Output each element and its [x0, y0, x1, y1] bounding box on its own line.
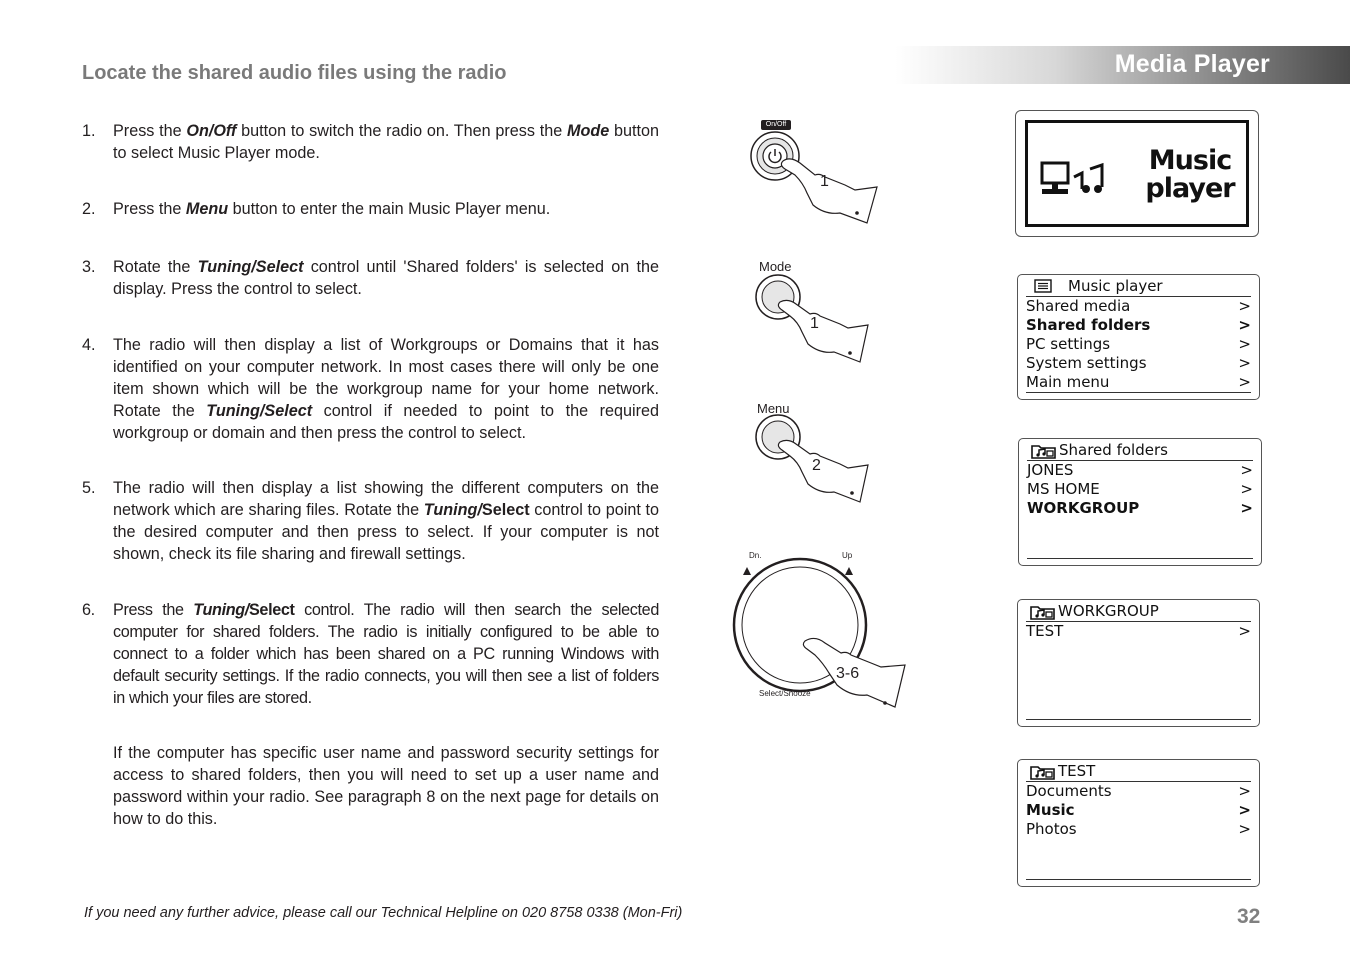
step-text-run: If the computer has specific user name and password security settings for access to shared folders, then you will need to set up a user name and password within your radio. See paragraph 8 on the next page for details on how to do this. [113, 744, 659, 828]
screen-bottom-rule [1026, 879, 1251, 880]
chevron-right-icon: > [1238, 801, 1251, 819]
step-emphasis: Tuning/ [193, 601, 249, 619]
step-number: 6. [82, 601, 95, 619]
screen-bottom-rule [1026, 392, 1251, 393]
menu-row[interactable] [1026, 316, 1251, 335]
instruction-step [82, 742, 659, 830]
step-number: 4. [82, 336, 96, 354]
mode-step-number: 1 [810, 315, 819, 332]
menu-row-label: Photos [1026, 820, 1077, 838]
menu-row-label: MS HOME [1027, 480, 1100, 498]
screen-title-bar [1027, 441, 1253, 461]
step-text-run: button to select Music Player mode. [113, 122, 659, 162]
chevron-right-icon: > [1238, 373, 1251, 391]
tuning-select-dial-illustration [725, 545, 915, 720]
splash-line-2: player [1145, 173, 1235, 204]
music-player-splash-screen [1015, 110, 1259, 237]
step-number: 1. [82, 122, 96, 140]
menu-row[interactable] [1026, 297, 1251, 316]
step-emphasis: Menu [185, 200, 229, 218]
step-text-run: The radio will then display a list showing the different computers on the network which are sharing files. Rotate the [113, 479, 659, 519]
step-emphasis: Select [481, 501, 530, 519]
screen-title-bar [1026, 277, 1251, 297]
screen-title-bar [1026, 762, 1251, 782]
menu-row[interactable] [1026, 622, 1251, 641]
splash-screen-text [1140, 147, 1240, 203]
instruction-step [82, 120, 659, 164]
step-text-run: control until 'Shared folders' is selected on the display. Press the control to select. [113, 258, 659, 298]
chevron-right-icon: > [1238, 335, 1251, 353]
step-number: 5. [82, 479, 96, 497]
page-title: Media Player [1114, 50, 1270, 78]
menu-row[interactable] [1026, 801, 1251, 820]
instruction-step [82, 477, 659, 565]
onoff-button-illustration [745, 125, 890, 230]
menu-row[interactable] [1027, 480, 1253, 499]
dial-select-label: Select/Snooze [759, 689, 811, 698]
onoff-button-label: On/Off [761, 120, 791, 130]
instruction-step [82, 334, 659, 444]
step-text [113, 744, 659, 828]
menu-row[interactable] [1027, 499, 1253, 518]
chevron-right-icon: > [1238, 316, 1251, 334]
screen-title: TEST [1058, 762, 1096, 780]
step-text [113, 258, 659, 298]
onoff-step-number: 1 [820, 173, 829, 190]
mode-button-label: Mode [759, 259, 792, 274]
menu-row-label: Main menu [1026, 373, 1110, 391]
step-text-run: button to enter the main Music Player menu. [228, 200, 551, 218]
menu-step-number: 2 [812, 457, 821, 474]
step-text-run: Rotate the [113, 258, 198, 276]
step-emphasis: Select [248, 601, 295, 619]
step-emphasis: Tuning/ [423, 501, 482, 519]
step-number: 2. [82, 200, 96, 218]
menu-row-label: Shared folders [1026, 316, 1151, 334]
pc-music-icon [1040, 159, 1118, 203]
step-text [113, 479, 659, 563]
step-text-run: button to switch the radio on. Then press the [236, 122, 567, 140]
menu-row[interactable] [1026, 373, 1251, 392]
menu-row-label: Documents [1026, 782, 1112, 800]
step-text-run: control if needed to point to the required workgroup or domain and then press the control to select. [113, 402, 659, 442]
menu-row-label: PC settings [1026, 335, 1111, 353]
menu-row-label: TEST [1026, 622, 1064, 640]
step-text-run: Press the [113, 200, 186, 218]
helpline-note: If you need any further advice, please call our Technical Helpline on 020 8758 0338 (Mon-Fri) [84, 905, 683, 921]
page-number: 32 [1237, 905, 1261, 928]
menu-row-label: System settings [1026, 354, 1147, 372]
step-text [113, 336, 659, 442]
step-emphasis: Mode [566, 122, 610, 140]
chevron-right-icon: > [1238, 354, 1251, 372]
shared-folders-screen [1018, 438, 1262, 566]
step-text [113, 200, 550, 218]
menu-row[interactable] [1026, 820, 1251, 839]
step-text [113, 601, 659, 707]
menu-row-label: Music [1026, 801, 1075, 819]
dial-up-label: Up [842, 551, 853, 560]
instruction-step [82, 198, 659, 220]
chevron-right-icon: > [1240, 480, 1253, 498]
menu-row[interactable] [1026, 782, 1251, 801]
menu-list-icon [1034, 279, 1052, 298]
instruction-step [82, 599, 659, 709]
step-text-run: control. The radio will then search the selected computer for shared folders. The radio is initially configured to be able to connect to a folder which has been shared on a PC running Windows with default security settings. If the radio connects, you will then see a list of folders in which your files are stored. [113, 601, 659, 707]
dial-step-number: 3-6 [836, 665, 860, 682]
step-text-run: Press the [113, 122, 187, 140]
menu-row-label: JONES [1027, 461, 1074, 479]
step-text-run: The radio will then display a list of Workgroups or Domains that it has identified on your computer network. In most cases there will only be one item shown which will be the workgroup name for your home network. Rotate the [113, 336, 659, 420]
screen-title-bar [1026, 602, 1251, 622]
chevron-right-icon: > [1240, 461, 1253, 479]
splash-screen-frame [1025, 120, 1249, 227]
section-heading: Locate the shared audio files using the radio [82, 62, 507, 84]
menu-row[interactable] [1027, 461, 1253, 480]
chevron-right-icon: > [1238, 782, 1251, 800]
step-number: 3. [82, 258, 96, 276]
instruction-step [82, 256, 659, 300]
splash-line-1: Music [1148, 145, 1232, 176]
header-banner [895, 46, 1350, 84]
chevron-right-icon: > [1238, 622, 1251, 640]
menu-row-label: WORKGROUP [1027, 499, 1140, 517]
step-text-run: Press the [113, 601, 194, 619]
dial-down-label: Dn. [749, 551, 762, 560]
step-text [113, 122, 659, 162]
music-player-menu-screen [1017, 274, 1260, 400]
workgroup-screen [1017, 599, 1260, 727]
menu-row[interactable] [1026, 354, 1251, 373]
screen-bottom-rule [1026, 719, 1251, 720]
test-folder-screen [1017, 759, 1260, 887]
chevron-right-icon: > [1238, 297, 1251, 315]
screen-title: Shared folders [1059, 441, 1168, 459]
chevron-right-icon: > [1238, 820, 1251, 838]
menu-row-label: Shared media [1026, 297, 1131, 315]
step-emphasis: On/Off [186, 122, 237, 140]
screen-title: Music player [1068, 277, 1163, 295]
screen-bottom-rule [1027, 558, 1253, 559]
screen-title: WORKGROUP [1058, 602, 1159, 620]
step-text-run: control to point to the desired computer and then press to select. If your computer is not shown, check its file sharing and firewall settings. [113, 501, 659, 563]
chevron-right-icon: > [1240, 499, 1253, 517]
menu-button-label: Menu [757, 401, 790, 416]
menu-row[interactable] [1026, 335, 1251, 354]
step-emphasis: Tuning/Select [197, 258, 304, 276]
step-emphasis: Tuning/Select [206, 402, 313, 420]
